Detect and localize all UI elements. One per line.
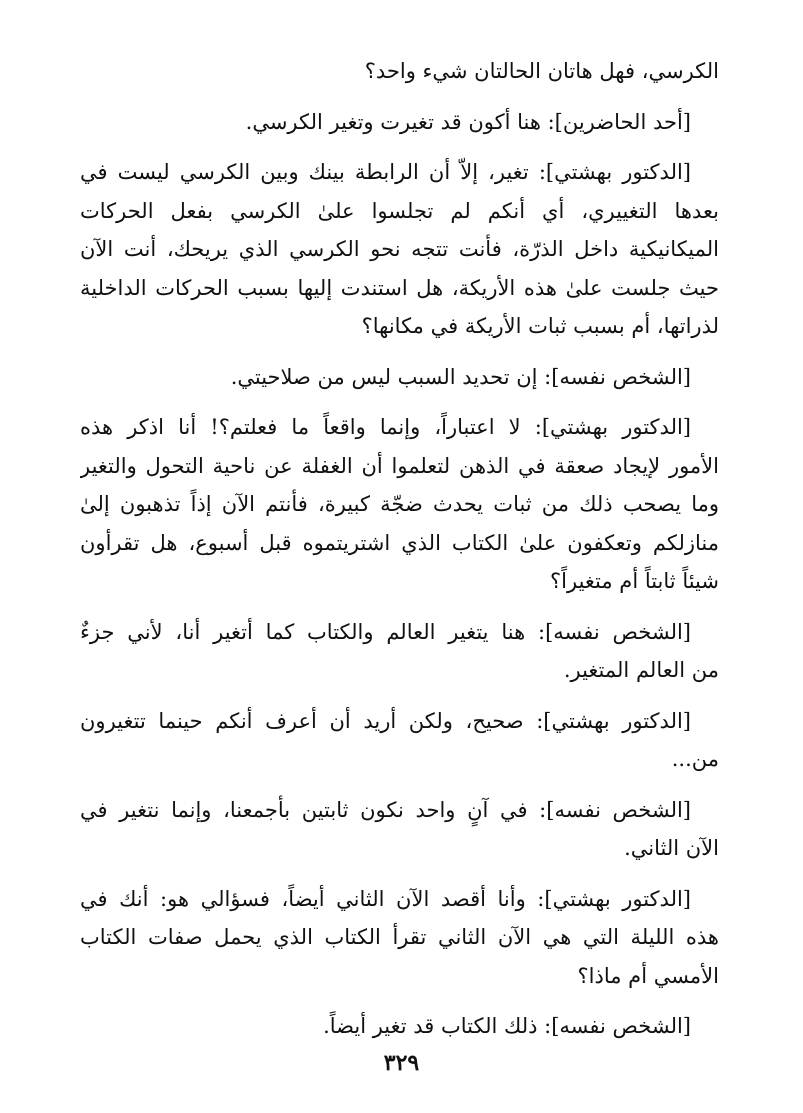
text-line: الميكانيكية داخل الذرّة، فأنت تتجه نحو الكرسي الذي يريحك، أنت الآن [80,237,719,261]
paragraph [80,791,719,868]
text-line: [الشخص نفسه]: في آنٍ واحد نكون ثابتين بأجمعنا، وإنما نتغير في [80,797,691,822]
text-line: الآن الثاني. [624,836,719,860]
text-line: [الدكتور بهشتي]: تغير، إلاّ أن الرابطة بينك وبين الكرسي ليست في [80,160,691,184]
text-line: الأمور لإيجاد صعقة في الذهن لتعلموا أن الغفلة عن ناحية التحول والتغير [80,453,719,478]
text-line: [الدكتور بهشتي]: وأنا أقصد الآن الثاني أيضاً، فسؤالي هو: أنك في [80,886,691,911]
paragraph [80,153,719,346]
paragraph [80,52,719,91]
paragraph [80,880,719,996]
text-line: منازلكم وتعكفون علىٰ الكتاب الذي اشتريتموه قبل أسبوع، هل تقرأون [80,530,719,555]
text-line: [الشخص نفسه]: إن تحديد السبب ليس من صلاحيتي. [230,364,691,389]
text-line: من العالم المتغير. [563,658,719,682]
text-line: من... [671,747,719,771]
paragraph [80,1007,719,1046]
text-line: [الشخص نفسه]: هنا يتغير العالم والكتاب كما أتغير أنا، لأني جزءٌ [80,619,691,644]
text-line: شيئاً ثابتاً أم متغيراً؟ [550,569,719,593]
paragraph [80,103,719,142]
text-line: لذراتها، أم بسبب ثبات الأريكة في مكانها؟ [361,314,719,338]
paragraph [80,358,719,397]
text-line: الكرسي، فهل هاتان الحالتان شيء واحد؟ [364,59,719,83]
text-line: بعدها التغييري، أي أنكم لم تجلسوا علىٰ الكرسي بفعل الحركات [80,198,719,223]
text-line: [الدكتور بهشتي]: صحيح، ولكن أريد أن أعرف أنكم حينما تتغيرون [80,708,691,733]
text-line: وما يصحب ذلك من ثبات يحدث ضجّة كبيرة، فأنتم الآن إذاً تذهبون إلىٰ [80,492,719,516]
paragraph [80,702,719,779]
text-line: الأمسي أم ماذا؟ [577,963,719,988]
paragraph [80,613,719,690]
text-line: [أحد الحاضرين]: هنا أكون قد تغيرت وتغير الكرسي. [245,109,691,134]
body-text [80,52,719,1046]
paragraph [80,408,719,601]
text-line: هذه الليلة التي هي الآن الثاني تقرأ الكتاب الذي يحمل صفات الكتاب [80,925,719,949]
page-number: ٣٢٩ [383,1050,420,1076]
text-line: [الدكتور بهشتي]: لا اعتباراً، وإنما واقعاً ما فعلتم؟! أنا اذكر هذه [80,415,691,439]
text-line: حيث جلست علىٰ هذه الأريكة، هل استندت إليها بسبب الحركات الداخلية [80,275,719,300]
text-line: [الشخص نفسه]: ذلك الكتاب قد تغير أيضاً. [323,1014,691,1038]
